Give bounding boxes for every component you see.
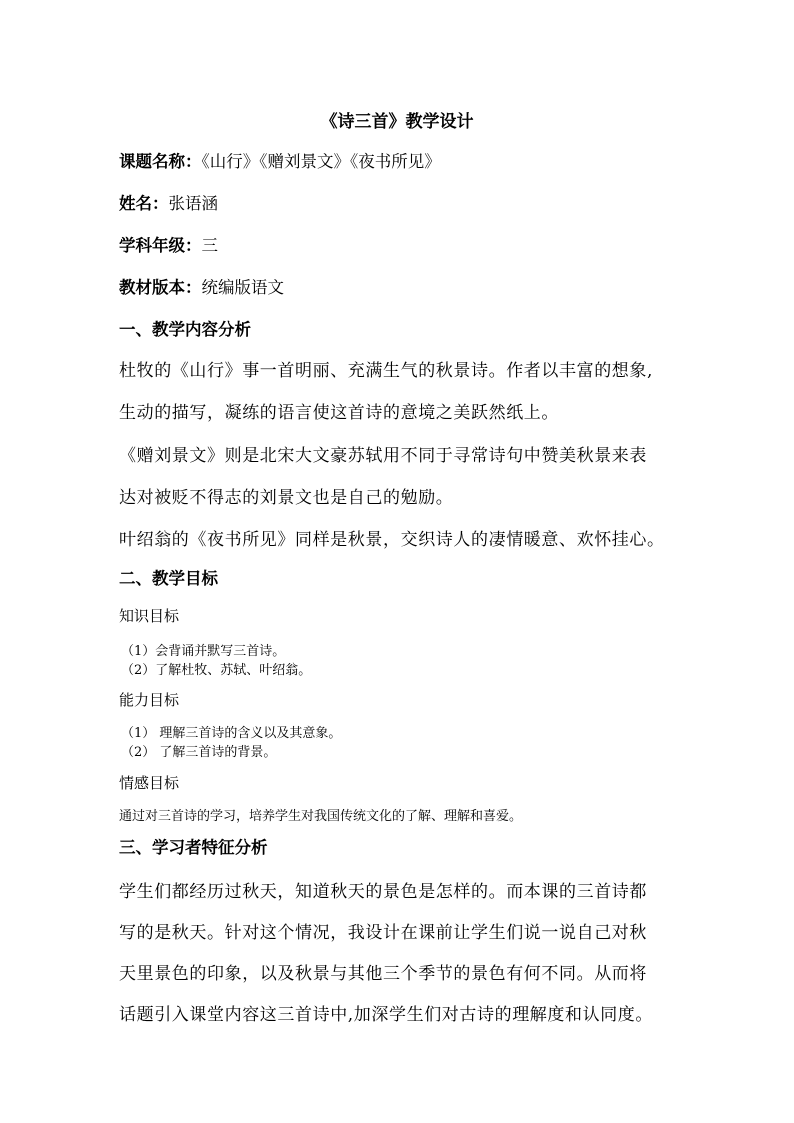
goal-text-emotion: 通过对三首诗的学习，培养学生对我国传统文化的了解、理解和喜爱。	[119, 809, 523, 824]
meta-label: 姓名：	[119, 194, 169, 213]
goal-item: （2）了解杜牧、苏轼、叶绍翁。	[121, 663, 312, 678]
meta-value: 张语涵	[168, 194, 218, 213]
goal-item: （1） 理解三首诗的含义以及其意象。	[121, 726, 342, 741]
goal-label-ability: 能力目标	[119, 691, 180, 709]
meta-textbook-edition	[119, 274, 284, 298]
meta-label: 课题名称：	[119, 152, 202, 171]
paragraph-line: 达对被贬不得志的刘景文也是自己的勉励。	[119, 488, 454, 508]
paragraph-line: 杜牧的《山行》事一首明丽、充满生气的秋景诗。作者以丰富的想象,	[119, 361, 654, 381]
meta-value: 《山行》《赠刘景文》《夜书所见》	[201, 152, 441, 171]
section-heading-teaching-goals: 二、教学目标	[119, 569, 218, 588]
paragraph-line: 叶绍翁的《夜书所见》同样是秋景，交织诗人的凄情暖意、欢怀挂心。	[119, 530, 665, 550]
paragraph-line: 话题引入课堂内容这三首诗中,加深学生们对古诗的理解度和认同度。	[119, 1005, 654, 1025]
meta-label: 教材版本：	[119, 278, 202, 297]
paragraph-line: 写的是秋天。针对这个情况，我设计在课前让学生们说一说自己对秋	[119, 923, 647, 943]
meta-value: 统编版语文	[201, 278, 284, 297]
meta-author-name	[119, 190, 218, 214]
paragraph-line: 天里景色的印象，以及秋景与其他三个季节的景色有何不同。从而将	[119, 964, 647, 984]
section-heading-learner-analysis: 三、学习者特征分析	[119, 838, 268, 857]
meta-label: 学科年级：	[119, 236, 202, 255]
meta-course-name	[119, 148, 441, 172]
paragraph-line: 生动的描写，凝练的语言使这首诗的意境之美跃然纸上。	[119, 403, 559, 423]
goal-item: （2） 了解三首诗的背景。	[121, 745, 277, 760]
document-title: 《诗三首》教学设计	[320, 112, 474, 132]
meta-grade	[119, 232, 218, 256]
meta-value: 三	[201, 236, 218, 255]
section-heading-content-analysis: 一、教学内容分析	[119, 320, 251, 339]
goal-label-emotion: 情感目标	[119, 774, 180, 792]
goal-label-knowledge: 知识目标	[119, 607, 180, 625]
paragraph-line: 学生们都经历过秋天，知道秋天的景色是怎样的。而本课的三首诗都	[119, 882, 647, 902]
goal-item: （1）会背诵并默写三首诗。	[121, 644, 286, 659]
paragraph-line: 《赠刘景文》则是北宋大文豪苏轼用不同于寻常诗句中赞美秋景来表	[119, 446, 647, 466]
